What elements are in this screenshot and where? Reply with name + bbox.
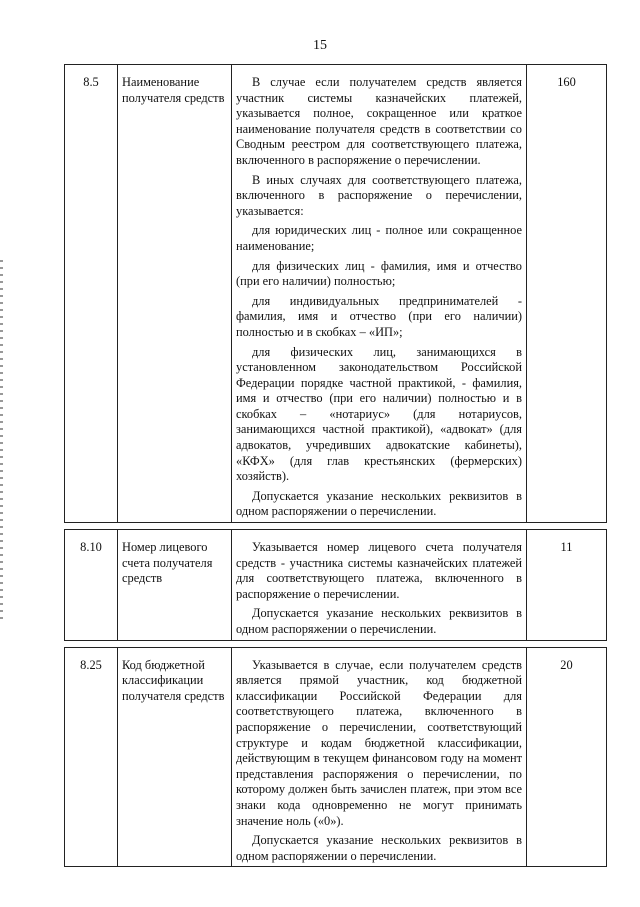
row-description <box>232 65 527 523</box>
row-code: 8.10 <box>65 530 118 641</box>
description-paragraph: Допускается указание нескольких реквизитов в одном распоряжении о перечислении. <box>236 833 522 863</box>
description-paragraph: Допускается указание нескольких реквизитов в одном распоряжении о перечислении. <box>236 488 522 519</box>
row-code: 8.25 <box>65 647 118 867</box>
row-name: Номер лицевого счета получателя средств <box>118 530 232 641</box>
row-separator <box>65 640 607 647</box>
row-separator <box>65 523 607 530</box>
description-paragraph: В случае если получателем средств является участник системы казначейских платежей, указывается полное, сокращенное или краткое наименование получателя средств в соответствии со Сводным реестром для соответствующего платежа, включенного в распоряжение о перечислении. <box>236 75 522 167</box>
row-length: 160 <box>527 65 607 523</box>
description-paragraph: Допускается указание нескольких реквизитов в одном распоряжении о перечислении. <box>236 606 522 636</box>
row-description <box>232 530 527 641</box>
table-row <box>65 65 607 523</box>
table-row <box>65 530 607 641</box>
description-paragraph: Указывается номер лицевого счета получателя средств - участника системы казначейских платежей для соответствующего платежа, включенного в распоряжение о перечислении. <box>236 540 522 601</box>
row-description <box>232 647 527 867</box>
description-paragraph: для индивидуальных предпринимателей - фамилия, имя и отчество (при его наличии) полностью и в скобках – «ИП»; <box>236 293 522 339</box>
description-paragraph: Указывается в случае, если получателем средств является прямой участник, код бюджетной классификации Российской Федерации для соответствующего платежа, включенного в распоряжение о перечислении, соответствующий структуре и кодам бюджетной классификации, действующим в текущем финансовом году на момент представления распоряжения о перечислении, по которому должен быть зачислен платеж, при этом все знаки кода одновременно не могут принимать значение ноль («0»). <box>236 657 522 828</box>
row-code: 8.5 <box>65 65 118 523</box>
row-name: Наименование получателя средств <box>118 65 232 523</box>
table-row <box>65 647 607 867</box>
description-paragraph: В иных случаях для соответствующего платежа, включенного в распоряжение о перечислении, указывается: <box>236 172 522 218</box>
requisites-table <box>64 64 607 867</box>
row-name: Код бюджетной классификации получателя средств <box>118 647 232 867</box>
description-paragraph: для юридических лиц - полное или сокращенное наименование; <box>236 223 522 253</box>
scan-edge-marks <box>0 260 3 620</box>
row-length: 20 <box>527 647 607 867</box>
page-number: 15 <box>313 38 327 53</box>
description-paragraph: для физических лиц - фамилия, имя и отчество (при его наличии) полностью; <box>236 258 522 289</box>
row-length: 11 <box>527 530 607 641</box>
description-paragraph: для физических лиц, занимающихся в установленном законодательством Российской Федерации порядке частной практикой, - фамилия, имя и отчество (при его наличии) полностью и в скобках – «нотариус» (для нотариусов, занимающихся частной практикой), «адвокат» (для адвокатов, учредивших адвокатские кабинеты), «КФХ» (для глав крестьянских (фермерских) хозяйств). <box>236 344 522 484</box>
